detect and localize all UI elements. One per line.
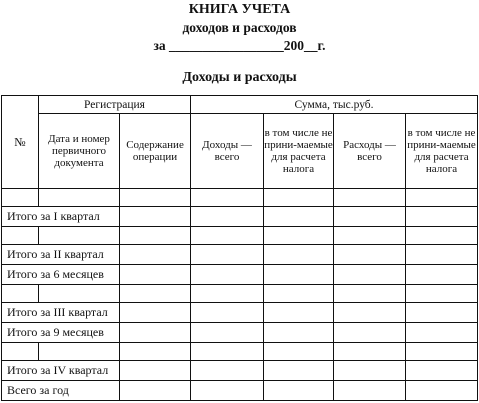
table-cell bbox=[191, 323, 264, 343]
table-cell bbox=[264, 265, 334, 285]
table-cell bbox=[406, 303, 478, 323]
table-cell bbox=[39, 227, 120, 245]
table-cell bbox=[406, 207, 478, 227]
table-cell bbox=[39, 285, 120, 303]
table-cell bbox=[406, 285, 478, 303]
table-cell bbox=[120, 245, 191, 265]
table-cell bbox=[264, 381, 334, 401]
table-cell bbox=[120, 381, 191, 401]
entry-row bbox=[2, 343, 478, 361]
summary-row bbox=[2, 361, 478, 381]
table-cell bbox=[2, 343, 39, 361]
summary-label: Итого за 9 месяцев bbox=[2, 323, 120, 343]
col-expense-header: Расходы — всего bbox=[334, 114, 406, 189]
summary-label: Итого за I квартал bbox=[2, 207, 120, 227]
table-cell bbox=[264, 285, 334, 303]
table-cell bbox=[191, 265, 264, 285]
entry-row bbox=[2, 189, 478, 207]
table-cell bbox=[191, 381, 264, 401]
table-cell bbox=[334, 265, 406, 285]
summary-label: Итого за IV квартал bbox=[2, 361, 120, 381]
table-cell bbox=[264, 303, 334, 323]
table-cell bbox=[120, 323, 191, 343]
col-income-excluded-header: в том числе не прини-маемые для расчета налога bbox=[264, 114, 334, 189]
table-cell bbox=[120, 343, 191, 361]
ledger-body bbox=[2, 189, 478, 401]
section-title: Доходы и расходы bbox=[182, 70, 297, 85]
summary-row bbox=[2, 381, 478, 401]
table-cell bbox=[406, 265, 478, 285]
entry-row bbox=[2, 227, 478, 245]
entry-row bbox=[2, 285, 478, 303]
table-cell bbox=[264, 361, 334, 381]
table-cell bbox=[264, 323, 334, 343]
table-cell bbox=[334, 323, 406, 343]
table-cell bbox=[406, 381, 478, 401]
table-cell bbox=[334, 245, 406, 265]
table-cell bbox=[334, 381, 406, 401]
table-cell bbox=[120, 303, 191, 323]
sum-group-header: Сумма, тыс.руб. bbox=[191, 96, 478, 114]
table-cell bbox=[334, 227, 406, 245]
summary-row bbox=[2, 245, 478, 265]
table-cell bbox=[406, 361, 478, 381]
ledger-table bbox=[1, 95, 478, 401]
table-cell bbox=[264, 343, 334, 361]
registration-group-header: Регистрация bbox=[39, 96, 191, 114]
table-cell bbox=[334, 343, 406, 361]
table-cell bbox=[39, 343, 120, 361]
summary-label: Всего за год bbox=[2, 381, 120, 401]
table-cell bbox=[191, 361, 264, 381]
col-income-header: Доходы — всего bbox=[191, 114, 264, 189]
table-cell bbox=[264, 227, 334, 245]
table-cell bbox=[264, 207, 334, 227]
table-cell bbox=[406, 227, 478, 245]
table-cell bbox=[334, 303, 406, 323]
col-expense-excluded-header: в том числе не прини-маемые для расчета налога bbox=[406, 114, 478, 189]
summary-row bbox=[2, 207, 478, 227]
summary-row bbox=[2, 265, 478, 285]
table-cell bbox=[191, 207, 264, 227]
table-cell bbox=[120, 361, 191, 381]
table-cell bbox=[120, 227, 191, 245]
col-number-header: № bbox=[2, 96, 39, 189]
period-line: за _________________200__г. bbox=[153, 38, 326, 53]
table-cell bbox=[2, 285, 39, 303]
table-cell bbox=[334, 285, 406, 303]
table-cell bbox=[120, 207, 191, 227]
book-subtitle: доходов и расходов bbox=[182, 20, 297, 35]
table-cell bbox=[264, 245, 334, 265]
table-cell bbox=[334, 189, 406, 207]
table-cell bbox=[39, 189, 120, 207]
table-cell bbox=[406, 189, 478, 207]
summary-label: Итого за 6 месяцев bbox=[2, 265, 120, 285]
summary-label: Итого за III квартал bbox=[2, 303, 120, 323]
book-title: КНИГА УЧЕТА bbox=[188, 2, 291, 17]
table-cell bbox=[191, 285, 264, 303]
table-cell bbox=[406, 323, 478, 343]
table-cell bbox=[406, 343, 478, 361]
table-cell bbox=[191, 303, 264, 323]
table-cell bbox=[191, 245, 264, 265]
table-cell bbox=[334, 207, 406, 227]
col-date-header: Дата и номер первичного документа bbox=[39, 114, 120, 189]
summary-row bbox=[2, 323, 478, 343]
table-cell bbox=[2, 189, 39, 207]
table-cell bbox=[191, 189, 264, 207]
table-cell bbox=[120, 285, 191, 303]
table-cell bbox=[191, 227, 264, 245]
table-cell bbox=[334, 361, 406, 381]
table-cell bbox=[2, 227, 39, 245]
summary-label: Итого за II квартал bbox=[2, 245, 120, 265]
col-content-header: Содержание операции bbox=[120, 114, 191, 189]
summary-row bbox=[2, 303, 478, 323]
table-cell bbox=[120, 265, 191, 285]
table-cell bbox=[191, 343, 264, 361]
table-cell bbox=[120, 189, 191, 207]
table-cell bbox=[264, 189, 334, 207]
table-cell bbox=[406, 245, 478, 265]
